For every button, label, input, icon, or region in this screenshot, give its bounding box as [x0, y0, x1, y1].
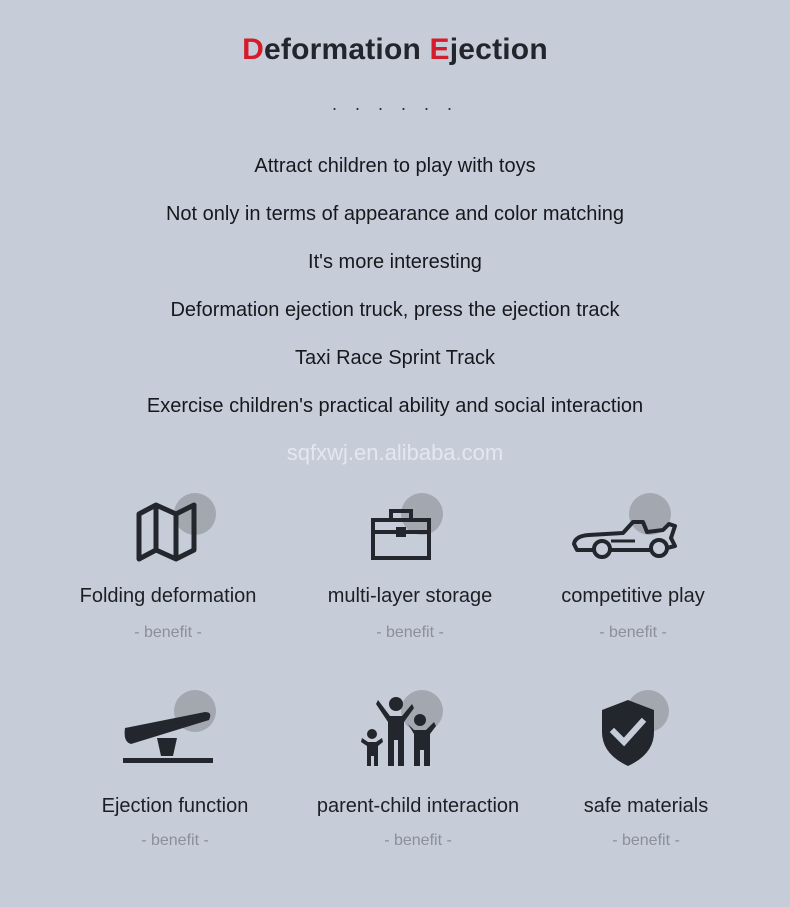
feature-ejection-function: [45, 690, 305, 849]
feature-parent-child-interaction: [288, 690, 548, 849]
title-initial-e: E: [429, 33, 450, 66]
feature-label: safe materials: [583, 795, 709, 817]
decorative-dots: · · · · · ·: [331, 98, 459, 118]
feature-icon-wrap: [38, 490, 298, 570]
feature-benefit: - benefit -: [134, 624, 202, 641]
family-icon: [360, 694, 440, 768]
description-line-5: Taxi Race Sprint Track: [294, 347, 496, 369]
title-word-two: jection: [449, 33, 548, 66]
feature-benefit: - benefit -: [384, 832, 452, 849]
shield-check-icon: [600, 698, 656, 768]
page-title: [0, 33, 790, 67]
feature-label: Folding deformation: [79, 585, 257, 607]
feature-label: multi-layer storage: [327, 585, 493, 607]
description-line-4: Deformation ejection truck, press the ejection track: [170, 299, 620, 321]
description-line-2: Not only in terms of appearance and color matching: [165, 203, 625, 225]
folding-map-icon: [136, 502, 198, 562]
feature-safe-materials: [516, 690, 776, 849]
feature-benefit: - benefit -: [612, 832, 680, 849]
feature-icon-wrap: [280, 490, 540, 570]
feature-benefit: - benefit -: [141, 832, 209, 849]
feature-icon-wrap: [503, 490, 763, 570]
feature-folding-deformation: [38, 490, 298, 641]
feature-icon-wrap: [288, 690, 548, 770]
feature-benefit: - benefit -: [599, 624, 667, 641]
description-line-3: It's more interesting: [308, 251, 482, 273]
race-car-icon: [571, 514, 679, 560]
description-line-6: Exercise children's practical ability and social interaction: [146, 395, 644, 417]
title-initial-d: D: [242, 33, 264, 66]
seesaw-icon: [121, 704, 215, 766]
feature-multi-layer-storage: [280, 490, 540, 641]
watermark: sqfxwj.en.alibaba.com: [286, 440, 504, 465]
feature-label: parent-child interaction: [316, 795, 520, 817]
feature-label: Ejection function: [101, 795, 249, 817]
feature-icon-wrap: [45, 690, 305, 770]
description-line-1: Attract children to play with toys: [254, 155, 536, 177]
feature-benefit: - benefit -: [376, 624, 444, 641]
feature-label: competitive play: [561, 585, 705, 607]
feature-icon-wrap: [516, 690, 776, 770]
toolbox-icon: [370, 508, 432, 562]
feature-competitive-play: [503, 490, 763, 641]
title-word-one: eformation: [264, 33, 430, 66]
